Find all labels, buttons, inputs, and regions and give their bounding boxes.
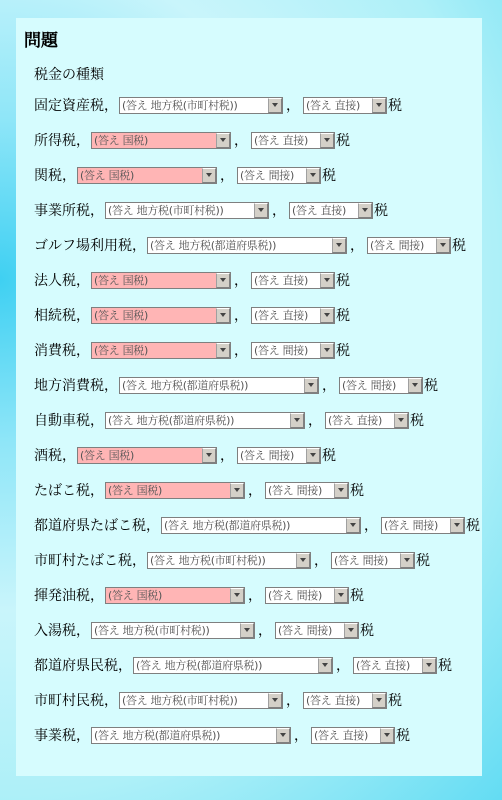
question-row — [34, 724, 410, 746]
tax-category-select[interactable] — [91, 727, 291, 744]
question-row — [34, 199, 388, 221]
question-row — [34, 549, 430, 571]
tax-category-select-value: (答え 国税) — [108, 484, 162, 497]
tax-category-select[interactable] — [119, 377, 319, 394]
chevron-down-icon[interactable] — [240, 623, 254, 638]
tax-suffix-label: 税 — [336, 273, 350, 289]
tax-category-select-value: (答え 国税) — [94, 309, 148, 322]
tax-type-select[interactable] — [311, 727, 395, 744]
chevron-down-icon[interactable] — [216, 133, 230, 148]
chevron-down-icon[interactable] — [344, 623, 358, 638]
chevron-down-icon[interactable] — [268, 693, 282, 708]
tax-category-select[interactable] — [91, 622, 255, 639]
tax-type-select[interactable] — [367, 237, 451, 254]
tax-type-select-value: (答え 間接) — [254, 344, 308, 357]
tax-name-label: 市町村たばこ税， — [34, 553, 146, 569]
chevron-down-icon[interactable] — [408, 378, 422, 393]
separator: ， — [258, 623, 272, 639]
tax-type-select-value: (答え 直接) — [356, 659, 410, 672]
chevron-down-icon[interactable] — [276, 728, 290, 743]
tax-category-select-value: (答え 地方税(都道府県税)) — [122, 379, 249, 392]
chevron-down-icon[interactable] — [268, 98, 282, 113]
chevron-down-icon[interactable] — [216, 273, 230, 288]
tax-category-select[interactable] — [147, 552, 311, 569]
tax-name-label: ゴルフ場利用税， — [34, 238, 146, 254]
question-row — [34, 654, 452, 676]
tax-category-select-value: (答え 国税) — [80, 449, 134, 462]
tax-suffix-label: 税 — [424, 378, 438, 394]
tax-category-select-value: (答え 地方税(都道府県税)) — [136, 659, 263, 672]
question-row — [34, 234, 466, 256]
separator: ， — [350, 238, 364, 254]
tax-suffix-label: 税 — [396, 728, 410, 744]
chevron-down-icon[interactable] — [306, 168, 320, 183]
tax-type-select-value: (答え 直接) — [306, 694, 360, 707]
tax-name-label: たばこ税， — [34, 483, 104, 499]
question-row — [34, 619, 374, 641]
separator: ， — [286, 693, 300, 709]
tax-category-select[interactable] — [119, 97, 283, 114]
question-row — [34, 94, 402, 116]
tax-name-label: 事業税， — [34, 728, 90, 744]
tax-suffix-label: 税 — [350, 483, 364, 499]
separator: ， — [220, 168, 234, 184]
question-row — [34, 269, 350, 291]
tax-type-select[interactable] — [303, 692, 387, 709]
tax-type-select-value: (答え 間接) — [334, 554, 388, 567]
tax-type-select[interactable] — [251, 307, 335, 324]
tax-category-select[interactable] — [77, 447, 217, 464]
tax-suffix-label: 税 — [466, 518, 480, 534]
tax-suffix-label: 税 — [350, 588, 364, 604]
separator: ， — [234, 273, 248, 289]
tax-category-select-value: (答え 国税) — [80, 169, 134, 182]
chevron-down-icon[interactable] — [306, 448, 320, 463]
tax-category-select-value: (答え 地方税(都道府県税)) — [108, 414, 235, 427]
chevron-down-icon[interactable] — [450, 518, 464, 533]
chevron-down-icon[interactable] — [230, 483, 244, 498]
tax-category-select-value: (答え 地方税(市町村税)) — [94, 624, 210, 637]
tax-category-select[interactable] — [119, 692, 283, 709]
tax-suffix-label: 税 — [374, 203, 388, 219]
tax-name-label: 関税， — [34, 168, 76, 184]
tax-type-select-value: (答え 間接) — [268, 589, 322, 602]
tax-category-select-value: (答え 国税) — [94, 134, 148, 147]
tax-category-select-value: (答え 地方税(市町村税)) — [122, 99, 238, 112]
tax-category-select[interactable] — [161, 517, 361, 534]
chevron-down-icon[interactable] — [436, 238, 450, 253]
question-row — [34, 409, 424, 431]
chevron-down-icon[interactable] — [334, 588, 348, 603]
tax-name-label: 酒税， — [34, 448, 76, 464]
tax-name-label: 揮発油税， — [34, 588, 104, 604]
tax-type-select-value: (答え 間接) — [278, 624, 332, 637]
subtitle: 税金の種類 — [34, 67, 104, 83]
separator: ， — [234, 343, 248, 359]
tax-category-select-value: (答え 地方税(都道府県税)) — [94, 729, 221, 742]
chevron-down-icon[interactable] — [318, 658, 332, 673]
tax-category-select[interactable] — [105, 482, 245, 499]
tax-type-select-value: (答え 間接) — [370, 239, 424, 252]
chevron-down-icon[interactable] — [372, 98, 386, 113]
tax-type-select-value: (答え 間接) — [384, 519, 438, 532]
question-row — [34, 304, 350, 326]
chevron-down-icon[interactable] — [380, 728, 394, 743]
tax-name-label: 市町村民税， — [34, 693, 118, 709]
chevron-down-icon[interactable] — [304, 378, 318, 393]
separator: ， — [234, 308, 248, 324]
chevron-down-icon[interactable] — [320, 133, 334, 148]
chevron-down-icon[interactable] — [230, 588, 244, 603]
tax-type-select[interactable] — [237, 167, 321, 184]
separator: ， — [336, 658, 350, 674]
separator: ， — [322, 378, 336, 394]
tax-type-select-value: (答え 直接) — [254, 309, 308, 322]
tax-name-label: 相続税， — [34, 308, 90, 324]
tax-type-select[interactable] — [275, 622, 359, 639]
tax-type-select[interactable] — [265, 587, 349, 604]
tax-category-select-value: (答え 地方税(都道府県税)) — [150, 239, 277, 252]
chevron-down-icon[interactable] — [202, 448, 216, 463]
chevron-down-icon[interactable] — [372, 693, 386, 708]
tax-suffix-label: 税 — [322, 448, 336, 464]
tax-type-select-value: (答え 直接) — [306, 99, 360, 112]
tax-name-label: 入湯税， — [34, 623, 90, 639]
tax-category-select-value: (答え 地方税(市町村税)) — [122, 694, 238, 707]
chevron-down-icon[interactable] — [358, 203, 372, 218]
question-row — [34, 339, 350, 361]
tax-type-select-value: (答え 間接) — [240, 169, 294, 182]
tax-suffix-label: 税 — [336, 308, 350, 324]
chevron-down-icon[interactable] — [334, 483, 348, 498]
tax-type-select-value: (答え 間接) — [240, 449, 294, 462]
tax-category-select[interactable] — [91, 342, 231, 359]
chevron-down-icon[interactable] — [290, 413, 304, 428]
chevron-down-icon[interactable] — [216, 343, 230, 358]
tax-suffix-label: 税 — [360, 623, 374, 639]
tax-type-select[interactable] — [303, 97, 387, 114]
tax-suffix-label: 税 — [416, 553, 430, 569]
separator: ， — [286, 98, 300, 114]
tax-type-select[interactable] — [339, 377, 423, 394]
chevron-down-icon[interactable] — [422, 658, 436, 673]
tax-category-select[interactable] — [77, 167, 217, 184]
tax-type-select[interactable] — [331, 552, 415, 569]
tax-name-label: 消費税， — [34, 343, 90, 359]
tax-type-select-value: (答え 間接) — [342, 379, 396, 392]
tax-category-select[interactable] — [105, 202, 269, 219]
tax-type-select-value: (答え 直接) — [328, 414, 382, 427]
tax-category-select-value: (答え 地方税(都道府県税)) — [164, 519, 291, 532]
question-row — [34, 444, 336, 466]
tax-name-label: 事業所税， — [34, 203, 104, 219]
tax-type-select[interactable] — [289, 202, 373, 219]
separator: ， — [272, 203, 286, 219]
tax-type-select[interactable] — [251, 272, 335, 289]
tax-name-label: 法人税， — [34, 273, 90, 289]
chevron-down-icon[interactable] — [216, 308, 230, 323]
tax-name-label: 固定資産税， — [34, 98, 118, 114]
tax-name-label: 都道府県たばこ税， — [34, 518, 160, 534]
tax-category-select-value: (答え 国税) — [108, 589, 162, 602]
page-title: 問題 — [24, 31, 58, 51]
tax-suffix-label: 税 — [336, 133, 350, 149]
tax-category-select[interactable] — [105, 412, 305, 429]
tax-category-select[interactable] — [105, 587, 245, 604]
tax-type-select-value: (答え 直接) — [254, 274, 308, 287]
tax-type-select-value: (答え 直接) — [254, 134, 308, 147]
question-row — [34, 374, 438, 396]
question-panel — [16, 18, 482, 776]
tax-suffix-label: 税 — [452, 238, 466, 254]
tax-category-select-value: (答え 地方税(市町村税)) — [108, 204, 224, 217]
chevron-down-icon[interactable] — [320, 308, 334, 323]
separator: ， — [314, 553, 328, 569]
tax-category-select[interactable] — [91, 272, 231, 289]
separator: ， — [234, 133, 248, 149]
tax-name-label: 地方消費税， — [34, 378, 118, 394]
tax-name-label: 都道府県民税， — [34, 658, 132, 674]
tax-type-select-value: (答え 直接) — [292, 204, 346, 217]
separator: ， — [294, 728, 308, 744]
question-row — [34, 164, 336, 186]
chevron-down-icon[interactable] — [346, 518, 360, 533]
tax-category-select[interactable] — [91, 132, 231, 149]
tax-suffix-label: 税 — [388, 693, 402, 709]
chevron-down-icon[interactable] — [254, 203, 268, 218]
tax-suffix-label: 税 — [410, 413, 424, 429]
chevron-down-icon[interactable] — [394, 413, 408, 428]
chevron-down-icon[interactable] — [296, 553, 310, 568]
separator: ， — [308, 413, 322, 429]
question-row — [34, 584, 364, 606]
tax-category-select-value: (答え 国税) — [94, 344, 148, 357]
separator: ， — [248, 483, 262, 499]
tax-type-select[interactable] — [381, 517, 465, 534]
tax-category-select-value: (答え 地方税(市町村税)) — [150, 554, 266, 567]
tax-type-select[interactable] — [251, 342, 335, 359]
tax-type-select-value: (答え 間接) — [268, 484, 322, 497]
question-row — [34, 689, 402, 711]
tax-category-select[interactable] — [133, 657, 333, 674]
tax-type-select-value: (答え 直接) — [314, 729, 368, 742]
chevron-down-icon[interactable] — [400, 553, 414, 568]
tax-type-select[interactable] — [265, 482, 349, 499]
chevron-down-icon[interactable] — [320, 343, 334, 358]
tax-suffix-label: 税 — [388, 98, 402, 114]
tax-type-select[interactable] — [251, 132, 335, 149]
chevron-down-icon[interactable] — [320, 273, 334, 288]
tax-category-select[interactable] — [91, 307, 231, 324]
question-row — [34, 129, 350, 151]
chevron-down-icon[interactable] — [332, 238, 346, 253]
tax-type-select[interactable] — [237, 447, 321, 464]
tax-category-select[interactable] — [147, 237, 347, 254]
question-row — [34, 514, 480, 536]
tax-name-label: 所得税， — [34, 133, 90, 149]
chevron-down-icon[interactable] — [202, 168, 216, 183]
separator: ， — [364, 518, 378, 534]
tax-type-select[interactable] — [325, 412, 409, 429]
tax-name-label: 自動車税， — [34, 413, 104, 429]
separator: ， — [248, 588, 262, 604]
question-row — [34, 479, 364, 501]
tax-type-select[interactable] — [353, 657, 437, 674]
separator: ， — [220, 448, 234, 464]
tax-category-select-value: (答え 国税) — [94, 274, 148, 287]
tax-suffix-label: 税 — [336, 343, 350, 359]
tax-suffix-label: 税 — [438, 658, 452, 674]
tax-suffix-label: 税 — [322, 168, 336, 184]
